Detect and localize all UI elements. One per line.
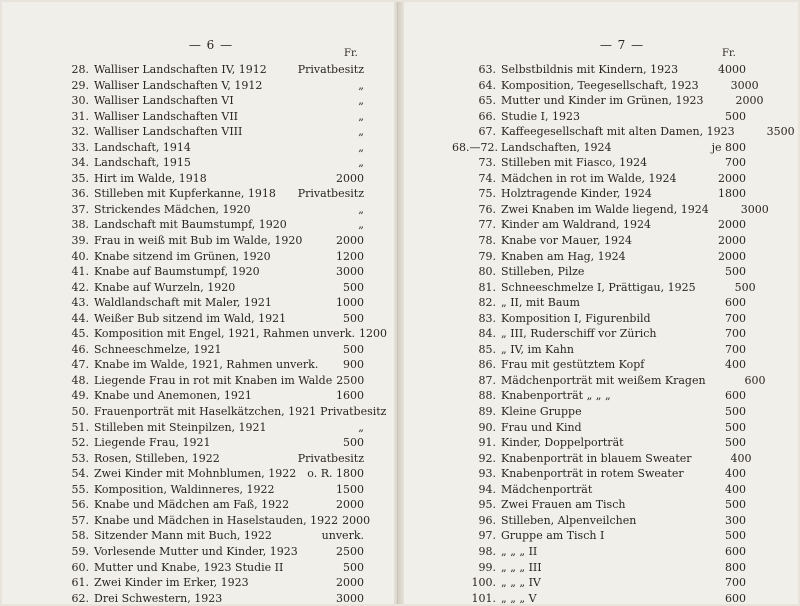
entry-title: Weißer Bub sitzend im Wald, 1921 bbox=[94, 311, 287, 325]
entry-title: Sitzender Mann mit Buch, 1922 bbox=[94, 529, 272, 543]
catalog-entry bbox=[452, 497, 746, 513]
entry-number: 84. bbox=[478, 327, 496, 341]
entry-price: 1600 bbox=[336, 389, 364, 403]
entry-title: Landschaften, 1924 bbox=[501, 140, 612, 154]
catalog-entry bbox=[452, 217, 746, 233]
catalog-entry bbox=[58, 311, 364, 327]
catalog-entry bbox=[452, 342, 746, 358]
entry-number: 41. bbox=[71, 265, 89, 279]
catalog-entry bbox=[452, 373, 766, 389]
entry-price: „ bbox=[358, 78, 364, 92]
entry-price: 2000 bbox=[735, 94, 764, 108]
catalog-entry bbox=[58, 62, 364, 78]
catalog-entry bbox=[58, 280, 364, 296]
entry-price: „ bbox=[358, 94, 364, 108]
entry-number: 83. bbox=[478, 311, 496, 325]
catalog-entry bbox=[58, 544, 364, 560]
catalog-entry bbox=[452, 357, 746, 373]
entry-number: 93. bbox=[478, 467, 496, 481]
entry-price: 900 bbox=[343, 358, 364, 372]
catalog-entry bbox=[452, 140, 746, 156]
catalog-entry bbox=[452, 62, 746, 78]
entry-title: Frau mit gestütztem Kopf bbox=[501, 358, 645, 372]
entry-price: 600 bbox=[725, 591, 746, 605]
entry-title: „ „ „ IV bbox=[501, 576, 541, 590]
entry-price: 1200 bbox=[336, 249, 364, 263]
entry-title: Mädchen in rot im Walde, 1924 bbox=[501, 171, 677, 185]
entry-price: 500 bbox=[343, 560, 364, 574]
entry-price: 500 bbox=[343, 436, 364, 450]
entry-number: 86. bbox=[478, 358, 496, 372]
entry-title: Komposition, Teegesellschaft, 1923 bbox=[501, 78, 699, 92]
entry-number: 52. bbox=[71, 436, 89, 450]
entry-title: Komposition I, Figurenbild bbox=[501, 311, 651, 325]
catalog-entry bbox=[452, 482, 746, 498]
entry-price: 700 bbox=[725, 327, 746, 341]
entry-price: „ bbox=[358, 218, 364, 232]
entry-title: Stilleben, Pilze bbox=[501, 265, 585, 279]
catalog-entry bbox=[58, 435, 364, 451]
entry-price: 3000 bbox=[336, 591, 364, 605]
entry-title: Knabe und Anemonen, 1921 bbox=[94, 389, 252, 403]
entry-price: 2000 bbox=[342, 513, 371, 527]
entry-title: Knabe und Mädchen am Faß, 1922 bbox=[94, 498, 290, 512]
entry-price: 600 bbox=[725, 389, 746, 403]
catalog-entry bbox=[452, 109, 746, 125]
entry-number: 76. bbox=[478, 202, 496, 216]
entry-number: 100. bbox=[471, 576, 496, 590]
entry-number: 29. bbox=[71, 78, 89, 92]
catalog-entry bbox=[58, 202, 364, 218]
entry-number: 36. bbox=[71, 187, 89, 201]
entry-title: Landschaft, 1914 bbox=[94, 140, 191, 154]
entry-title: Mädchenporträt mit weißem Kragen bbox=[501, 373, 706, 387]
catalog-entry bbox=[452, 311, 746, 327]
entry-number: 95. bbox=[478, 498, 496, 512]
entry-title: Stilleben mit Fiasco, 1924 bbox=[501, 156, 648, 170]
entry-number: 101. bbox=[471, 591, 496, 605]
entry-title: Zwei Kinder mit Mohnblumen, 1922 bbox=[94, 467, 297, 481]
entry-price: 1200 bbox=[359, 327, 387, 341]
entry-title: Mutter und Kinder im Grünen, 1923 bbox=[501, 94, 704, 108]
entry-number: 73. bbox=[478, 156, 496, 170]
catalog-entry bbox=[452, 326, 746, 342]
entry-number: 33. bbox=[71, 140, 89, 154]
entry-number: 28. bbox=[71, 63, 89, 76]
entry-number: 66. bbox=[478, 109, 496, 123]
entry-number: 67. bbox=[478, 125, 496, 139]
catalog-entry bbox=[58, 140, 364, 156]
entry-number: 30. bbox=[71, 94, 89, 108]
entry-price: 3500 bbox=[766, 125, 795, 139]
entry-number: 99. bbox=[478, 560, 496, 574]
entry-number: 49. bbox=[71, 389, 89, 403]
catalog-entry bbox=[452, 560, 746, 576]
catalog-entry bbox=[58, 466, 364, 482]
right-page bbox=[400, 2, 798, 604]
entry-number: 58. bbox=[71, 529, 89, 543]
entry-title: Kinder am Waldrand, 1924 bbox=[501, 218, 652, 232]
entry-number: 45. bbox=[71, 327, 89, 341]
entry-number: 75. bbox=[478, 187, 496, 201]
entry-price: Privatbesitz bbox=[297, 63, 364, 76]
entry-price: „ bbox=[358, 420, 364, 434]
entry-number: 62. bbox=[71, 591, 89, 605]
entry-price: „ bbox=[358, 140, 364, 154]
entry-title: Knabe auf Baumstumpf, 1920 bbox=[94, 265, 260, 279]
catalog-entry bbox=[452, 280, 756, 296]
entry-title: „ IV, im Kahn bbox=[501, 342, 574, 356]
entry-price: je 800 bbox=[711, 140, 746, 154]
entry-number: 43. bbox=[71, 296, 89, 310]
entry-title: Waldlandschaft mit Maler, 1921 bbox=[94, 296, 272, 310]
catalog-entry bbox=[58, 233, 364, 249]
entry-number: 60. bbox=[71, 560, 89, 574]
catalog-entry bbox=[58, 109, 364, 125]
entry-title: „ „ „ V bbox=[501, 591, 537, 605]
catalog-entry bbox=[58, 326, 387, 342]
entry-price: 500 bbox=[343, 342, 364, 356]
entry-number: 42. bbox=[71, 280, 89, 294]
entry-number: 65. bbox=[478, 94, 496, 108]
entry-price: 3000 bbox=[336, 265, 364, 279]
entry-price: 2000 bbox=[336, 576, 364, 590]
entry-price: 1000 bbox=[336, 296, 364, 310]
entry-price: 2000 bbox=[336, 234, 364, 248]
entry-number: 44. bbox=[71, 311, 89, 325]
entry-title: Schneeschmelze I, Prättigau, 1925 bbox=[501, 280, 696, 294]
entry-price: 400 bbox=[725, 482, 746, 496]
entry-price: 2000 bbox=[336, 171, 364, 185]
entry-title: Kleine Gruppe bbox=[501, 405, 582, 419]
catalog-entry bbox=[58, 264, 364, 280]
entry-price: o. R. 1800 bbox=[307, 467, 364, 481]
catalog-entry bbox=[58, 78, 364, 94]
entry-title: Rosen, Stilleben, 1922 bbox=[94, 451, 220, 465]
entry-number: 98. bbox=[478, 544, 496, 558]
entry-number: 35. bbox=[71, 171, 89, 185]
entry-price: 500 bbox=[725, 420, 746, 434]
catalog-entry bbox=[58, 404, 387, 420]
catalog-entry bbox=[452, 451, 752, 467]
entry-price: 400 bbox=[730, 451, 752, 465]
entry-price: 600 bbox=[744, 373, 766, 387]
left-page bbox=[2, 2, 398, 604]
entry-number: 46. bbox=[71, 342, 89, 356]
catalog-entry bbox=[58, 388, 364, 404]
catalog-entry bbox=[452, 435, 746, 451]
entry-price: 3000 bbox=[740, 202, 769, 216]
entry-title: Frauenporträt mit Haselkätzchen, 1921 bbox=[94, 405, 317, 419]
entry-price: 400 bbox=[725, 467, 746, 481]
entry-number: 77. bbox=[478, 218, 496, 232]
entry-price: 3000 bbox=[730, 78, 759, 92]
catalog-entry bbox=[58, 373, 364, 389]
entry-number: 61. bbox=[71, 576, 89, 590]
entry-title: Mutter und Knabe, 1923 Studie II bbox=[94, 560, 284, 574]
catalog-entry bbox=[452, 544, 746, 560]
entry-number: 78. bbox=[478, 234, 496, 248]
catalog-entry bbox=[58, 591, 364, 606]
catalog-entry bbox=[452, 78, 759, 94]
entry-number: 64. bbox=[478, 78, 496, 92]
entry-title: Vorlesende Mutter und Kinder, 1923 bbox=[94, 544, 298, 558]
entry-number: 38. bbox=[71, 218, 89, 232]
catalog-entry bbox=[58, 295, 364, 311]
entry-title: Stilleben mit Steinpilzen, 1921 bbox=[94, 420, 267, 434]
entry-number: 47. bbox=[71, 358, 89, 372]
entry-number: 34. bbox=[71, 156, 89, 170]
entry-number: 74. bbox=[478, 171, 496, 185]
entry-title: Kinder, Doppelporträt bbox=[501, 436, 624, 450]
entry-number: 94. bbox=[478, 482, 496, 496]
entry-price: 500 bbox=[343, 311, 364, 325]
entry-price: 500 bbox=[734, 280, 756, 294]
entry-price: 800 bbox=[725, 560, 746, 574]
entry-title: Walliser Landschaften VII bbox=[94, 109, 239, 123]
entry-price: 2500 bbox=[336, 373, 365, 387]
entry-title: Knabe im Walde, 1921, Rahmen unverk. bbox=[94, 358, 319, 372]
entry-price: 1500 bbox=[336, 482, 364, 496]
entry-title: Frau in weiß mit Bub im Walde, 1920 bbox=[94, 234, 303, 248]
entry-price: „ bbox=[358, 109, 364, 123]
entry-title: Knabe vor Mauer, 1924 bbox=[501, 234, 632, 248]
entry-number: 90. bbox=[478, 420, 496, 434]
entry-price: 2000 bbox=[718, 171, 746, 185]
entry-number: 85. bbox=[478, 342, 496, 356]
entry-title: Zwei Kinder im Erker, 1923 bbox=[94, 576, 249, 590]
entry-title: Knabenporträt „ „ „ bbox=[501, 389, 611, 403]
catalog-entry bbox=[452, 295, 746, 311]
entry-number: 97. bbox=[478, 529, 496, 543]
entry-number: 48. bbox=[71, 373, 89, 387]
entry-title: Knaben am Hag, 1924 bbox=[501, 249, 626, 263]
entry-number: 32. bbox=[71, 125, 89, 139]
entry-price: 700 bbox=[725, 156, 746, 170]
entry-price: Privatbesitz bbox=[297, 187, 364, 201]
catalog-entry bbox=[58, 497, 364, 513]
entry-title: Holztragende Kinder, 1924 bbox=[501, 187, 652, 201]
entry-number: 91. bbox=[478, 436, 496, 450]
catalog-entry bbox=[58, 249, 364, 265]
entry-number: 53. bbox=[71, 451, 89, 465]
entry-price: 300 bbox=[725, 513, 746, 527]
entry-number: 57. bbox=[71, 513, 89, 527]
catalog-entry bbox=[452, 388, 746, 404]
entry-number: 79. bbox=[478, 249, 496, 263]
entry-title: „ „ „ II bbox=[501, 544, 538, 558]
entry-price: „ bbox=[358, 202, 364, 216]
entry-title: Knabe auf Wurzeln, 1920 bbox=[94, 280, 236, 294]
entry-price: 500 bbox=[725, 498, 746, 512]
catalog-entry bbox=[58, 528, 364, 544]
entry-title: Knabenporträt in blauem Sweater bbox=[501, 451, 692, 465]
entry-title: Komposition, Waldinneres, 1922 bbox=[94, 482, 275, 496]
entry-price: 500 bbox=[725, 265, 746, 279]
catalog-entry bbox=[58, 155, 364, 171]
entry-number: 92. bbox=[478, 451, 496, 465]
entry-number: 31. bbox=[71, 109, 89, 123]
entry-title: Frau und Kind bbox=[501, 420, 582, 434]
entry-number: 63. bbox=[478, 63, 496, 76]
entry-title: Kaffeegesellschaft mit alten Damen, 1923 bbox=[501, 125, 735, 139]
entry-title: Komposition mit Engel, 1921, Rahmen unverk. bbox=[94, 327, 355, 341]
entry-price: 2500 bbox=[336, 544, 364, 558]
catalog-entry bbox=[58, 357, 364, 373]
catalog-entry bbox=[452, 155, 746, 171]
entry-number: 54. bbox=[71, 467, 89, 481]
entry-number: 51. bbox=[71, 420, 89, 434]
left-catalog-list bbox=[58, 62, 387, 606]
catalog-entry bbox=[452, 264, 746, 280]
entry-title: Schneeschmelze, 1921 bbox=[94, 342, 222, 356]
catalog-entry bbox=[58, 420, 364, 436]
entry-number: 89. bbox=[478, 405, 496, 419]
entry-title: Walliser Landschaften VI bbox=[94, 94, 234, 108]
catalog-entry bbox=[452, 404, 746, 420]
entry-title: „ „ „ III bbox=[501, 560, 542, 574]
entry-price: 600 bbox=[725, 544, 746, 558]
entry-title: Landschaft, 1915 bbox=[94, 156, 191, 170]
entry-price: 2000 bbox=[718, 249, 746, 263]
right-page-number: — 7 — bbox=[599, 38, 645, 52]
entry-number: 88. bbox=[478, 389, 496, 403]
entry-title: Walliser Landschaften VIII bbox=[94, 125, 243, 139]
entry-price: 2000 bbox=[718, 234, 746, 248]
entry-title: Hirt im Walde, 1918 bbox=[94, 171, 207, 185]
entry-number: 96. bbox=[478, 513, 496, 527]
catalog-entry bbox=[452, 233, 746, 249]
catalog-entry bbox=[58, 451, 364, 467]
entry-number: 37. bbox=[71, 202, 89, 216]
entry-price: 500 bbox=[725, 109, 746, 123]
entry-title: Knabenporträt in rotem Sweater bbox=[501, 467, 684, 481]
entry-title: Gruppe am Tisch I bbox=[501, 529, 605, 543]
right-currency-label: Fr. bbox=[722, 48, 736, 59]
catalog-entry bbox=[452, 202, 769, 218]
entry-title: „ III, Ruderschiff vor Zürich bbox=[501, 327, 657, 341]
catalog-entry bbox=[58, 342, 364, 358]
entry-price: „ bbox=[358, 125, 364, 139]
entry-price: 700 bbox=[725, 311, 746, 325]
catalog-entry bbox=[58, 217, 364, 233]
entry-number: 39. bbox=[71, 234, 89, 248]
catalog-entry bbox=[452, 186, 746, 202]
entry-price: 700 bbox=[725, 342, 746, 356]
catalog-entry bbox=[452, 124, 795, 140]
entry-price: Privatbesitz bbox=[320, 405, 387, 419]
entry-number: 55. bbox=[71, 482, 89, 496]
entry-price: 1800 bbox=[718, 187, 746, 201]
entry-title: Zwei Frauen am Tisch bbox=[501, 498, 626, 512]
catalog-entry bbox=[452, 513, 746, 529]
catalog-entry bbox=[452, 171, 746, 187]
catalog-entry bbox=[452, 575, 746, 591]
entry-price: Privatbesitz bbox=[297, 451, 364, 465]
entry-title: Walliser Landschaften V, 1912 bbox=[94, 78, 263, 92]
entry-title: „ II, mit Baum bbox=[501, 296, 580, 310]
entry-price: unverk. bbox=[321, 529, 364, 543]
entry-title: Landschaft mit Baumstumpf, 1920 bbox=[94, 218, 287, 232]
entry-title: Liegende Frau, 1921 bbox=[94, 436, 211, 450]
left-currency-label: Fr. bbox=[344, 48, 358, 59]
entry-title: Walliser Landschaften IV, 1912 bbox=[94, 63, 267, 76]
entry-price: 500 bbox=[725, 436, 746, 450]
entry-number: 59. bbox=[71, 544, 89, 558]
book-spread bbox=[2, 2, 798, 604]
entry-title: Selbstbildnis mit Kindern, 1923 bbox=[501, 63, 679, 76]
catalog-entry bbox=[452, 466, 746, 482]
entry-number: 40. bbox=[71, 249, 89, 263]
catalog-entry bbox=[58, 171, 364, 187]
catalog-entry bbox=[58, 482, 364, 498]
entry-title: Knabe sitzend im Grünen, 1920 bbox=[94, 249, 271, 263]
entry-title: Zwei Knaben im Walde liegend, 1924 bbox=[501, 202, 709, 216]
catalog-entry bbox=[58, 560, 364, 576]
entry-title: Knabe und Mädchen in Haselstauden, 1922 bbox=[94, 513, 339, 527]
entry-price: 500 bbox=[343, 280, 364, 294]
entry-price: 400 bbox=[725, 358, 746, 372]
entry-number: 81. bbox=[478, 280, 496, 294]
catalog-entry bbox=[58, 186, 364, 202]
entry-number: 80. bbox=[478, 265, 496, 279]
entry-title: Studie I, 1923 bbox=[501, 109, 580, 123]
entry-number: 56. bbox=[71, 498, 89, 512]
left-page-number: — 6 — bbox=[188, 38, 234, 52]
entry-title: Liegende Frau in rot mit Knaben im Walde bbox=[94, 373, 333, 387]
entry-title: Drei Schwestern, 1923 bbox=[94, 591, 223, 605]
entry-price: „ bbox=[358, 156, 364, 170]
entry-price: 2000 bbox=[718, 218, 746, 232]
entry-price: 700 bbox=[725, 576, 746, 590]
entry-title: Strickendes Mädchen, 1920 bbox=[94, 202, 251, 216]
catalog-entry bbox=[58, 513, 371, 529]
entry-price: 500 bbox=[725, 529, 746, 543]
catalog-entry bbox=[452, 249, 746, 265]
entry-title: Mädchenporträt bbox=[501, 482, 593, 496]
right-catalog-list bbox=[452, 62, 795, 606]
catalog-entry bbox=[452, 528, 746, 544]
entry-price: 600 bbox=[725, 296, 746, 310]
entry-price: 500 bbox=[725, 405, 746, 419]
entry-price: 4000 bbox=[718, 63, 746, 76]
entry-number: 87. bbox=[478, 373, 496, 387]
catalog-entry bbox=[452, 93, 764, 109]
entry-title: Stilleben, Alpenveilchen bbox=[501, 513, 637, 527]
catalog-entry bbox=[58, 93, 364, 109]
catalog-entry bbox=[58, 575, 364, 591]
entry-number: 82. bbox=[478, 296, 496, 310]
entry-price: 2000 bbox=[336, 498, 364, 512]
catalog-entry bbox=[58, 124, 364, 140]
entry-title: Stilleben mit Kupferkanne, 1918 bbox=[94, 187, 276, 201]
catalog-entry bbox=[452, 420, 746, 436]
entry-number: 50. bbox=[71, 405, 89, 419]
catalog-entry bbox=[452, 591, 746, 606]
entry-number: 68.—72. bbox=[452, 140, 498, 154]
